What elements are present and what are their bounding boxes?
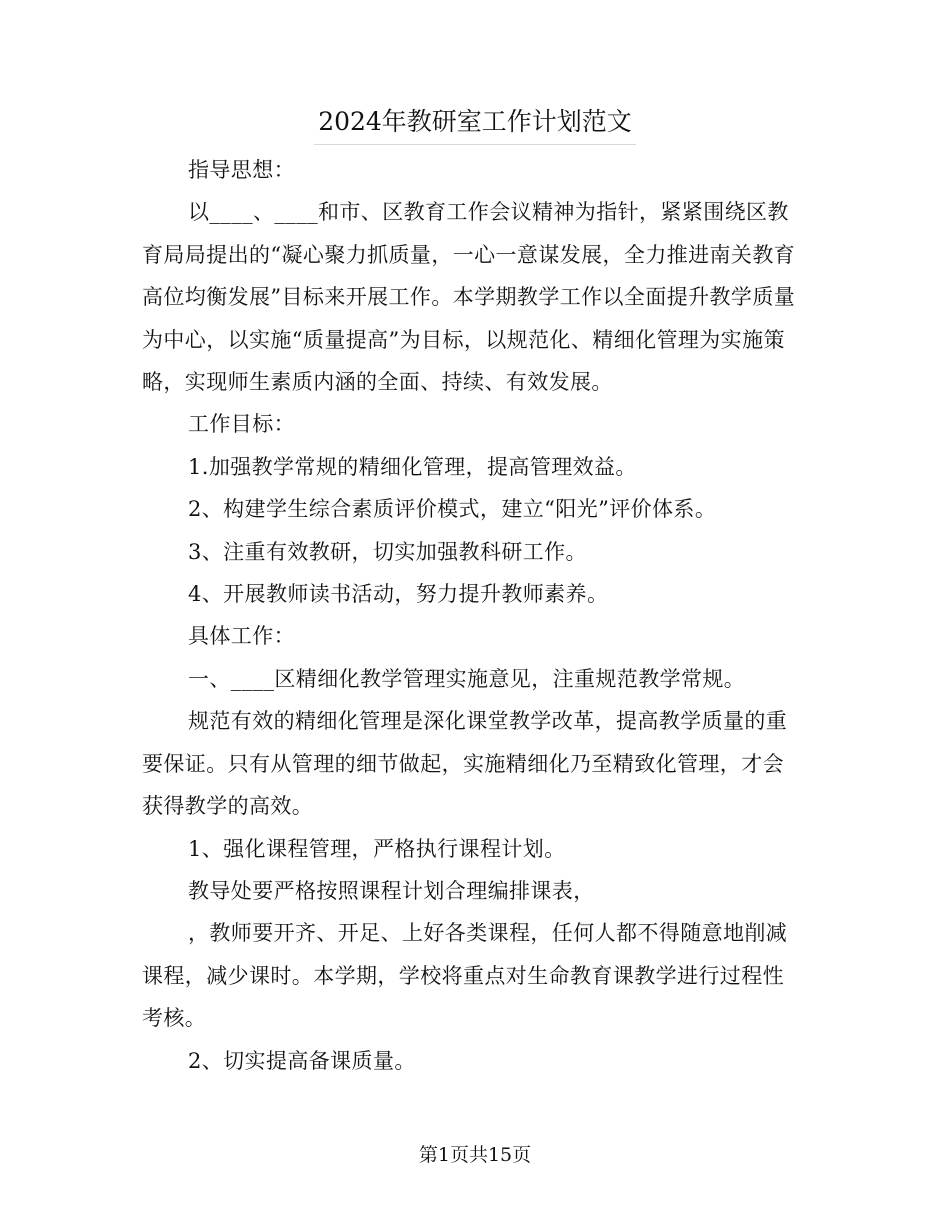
paragraph-specific-work-heading: 具体工作： bbox=[188, 624, 295, 649]
paragraph-goal-1: 1.加强教学常规的精细化管理，提高管理效益。 bbox=[188, 454, 637, 479]
paragraph-goal-4: 4、开展教师读书活动，努力提升教师素养。 bbox=[188, 582, 609, 607]
paragraph-item-1-heading: 1、强化课程管理，严格执行课程计划。 bbox=[188, 836, 566, 861]
page-number-footer: 第1页共15页 bbox=[418, 1144, 532, 1166]
paragraph-item-1-text-b: ，教师要开齐、开足、上好各类课程，任何人都不得随意地削减课程，减少课时。本学期，学校将重点对生命教育课教学进行过程性考核。 bbox=[142, 921, 788, 1031]
document-title: 2024年教研室工作计划范文 bbox=[314, 100, 636, 145]
paragraph-section-1-intro: 规范有效的精细化管理是深化课堂教学改革，提高教学质量的重要保证。只有从管理的细节做起，实施精细化乃至精致化管理，才会获得教学的高效。 bbox=[142, 709, 788, 819]
paragraph-guiding-ideology-heading: 指导思想： bbox=[188, 158, 295, 182]
paragraph-goal-2: 2、构建学生综合素质评价模式，建立“阳光”评价体系。 bbox=[188, 497, 717, 522]
paragraph-goal-3: 3、注重有效教研，切实加强教科研工作。 bbox=[188, 539, 587, 564]
document-body bbox=[142, 149, 802, 1082]
paragraph-item-1-text-a: 教导处要严格按照课程计划合理编排课表， bbox=[188, 878, 595, 903]
paragraph-item-2-heading: 2、切实提高备课质量。 bbox=[188, 1048, 416, 1073]
paragraph-work-goals-heading: 工作目标： bbox=[188, 412, 295, 437]
paragraph-section-1-heading: 一、____区精细化教学管理实施意见，注重规范教学常规。 bbox=[188, 666, 746, 691]
document-title-block bbox=[0, 100, 950, 145]
paragraph-guiding-ideology: 以____、____和市、区教育工作会议精神为指针，紧紧围绕区教育局局提出的“凝心聚力抓质量，一心一意谋发展，全力推进南关教育高位均衡发展”目标来开展工作。本学期教学工作以全面提升教学质量为中心，以实施“质量提高”为目标，以规范化、精细化管理为实施策略，实现师生素质内涵的全面、持续、有效发展。 bbox=[142, 200, 796, 395]
